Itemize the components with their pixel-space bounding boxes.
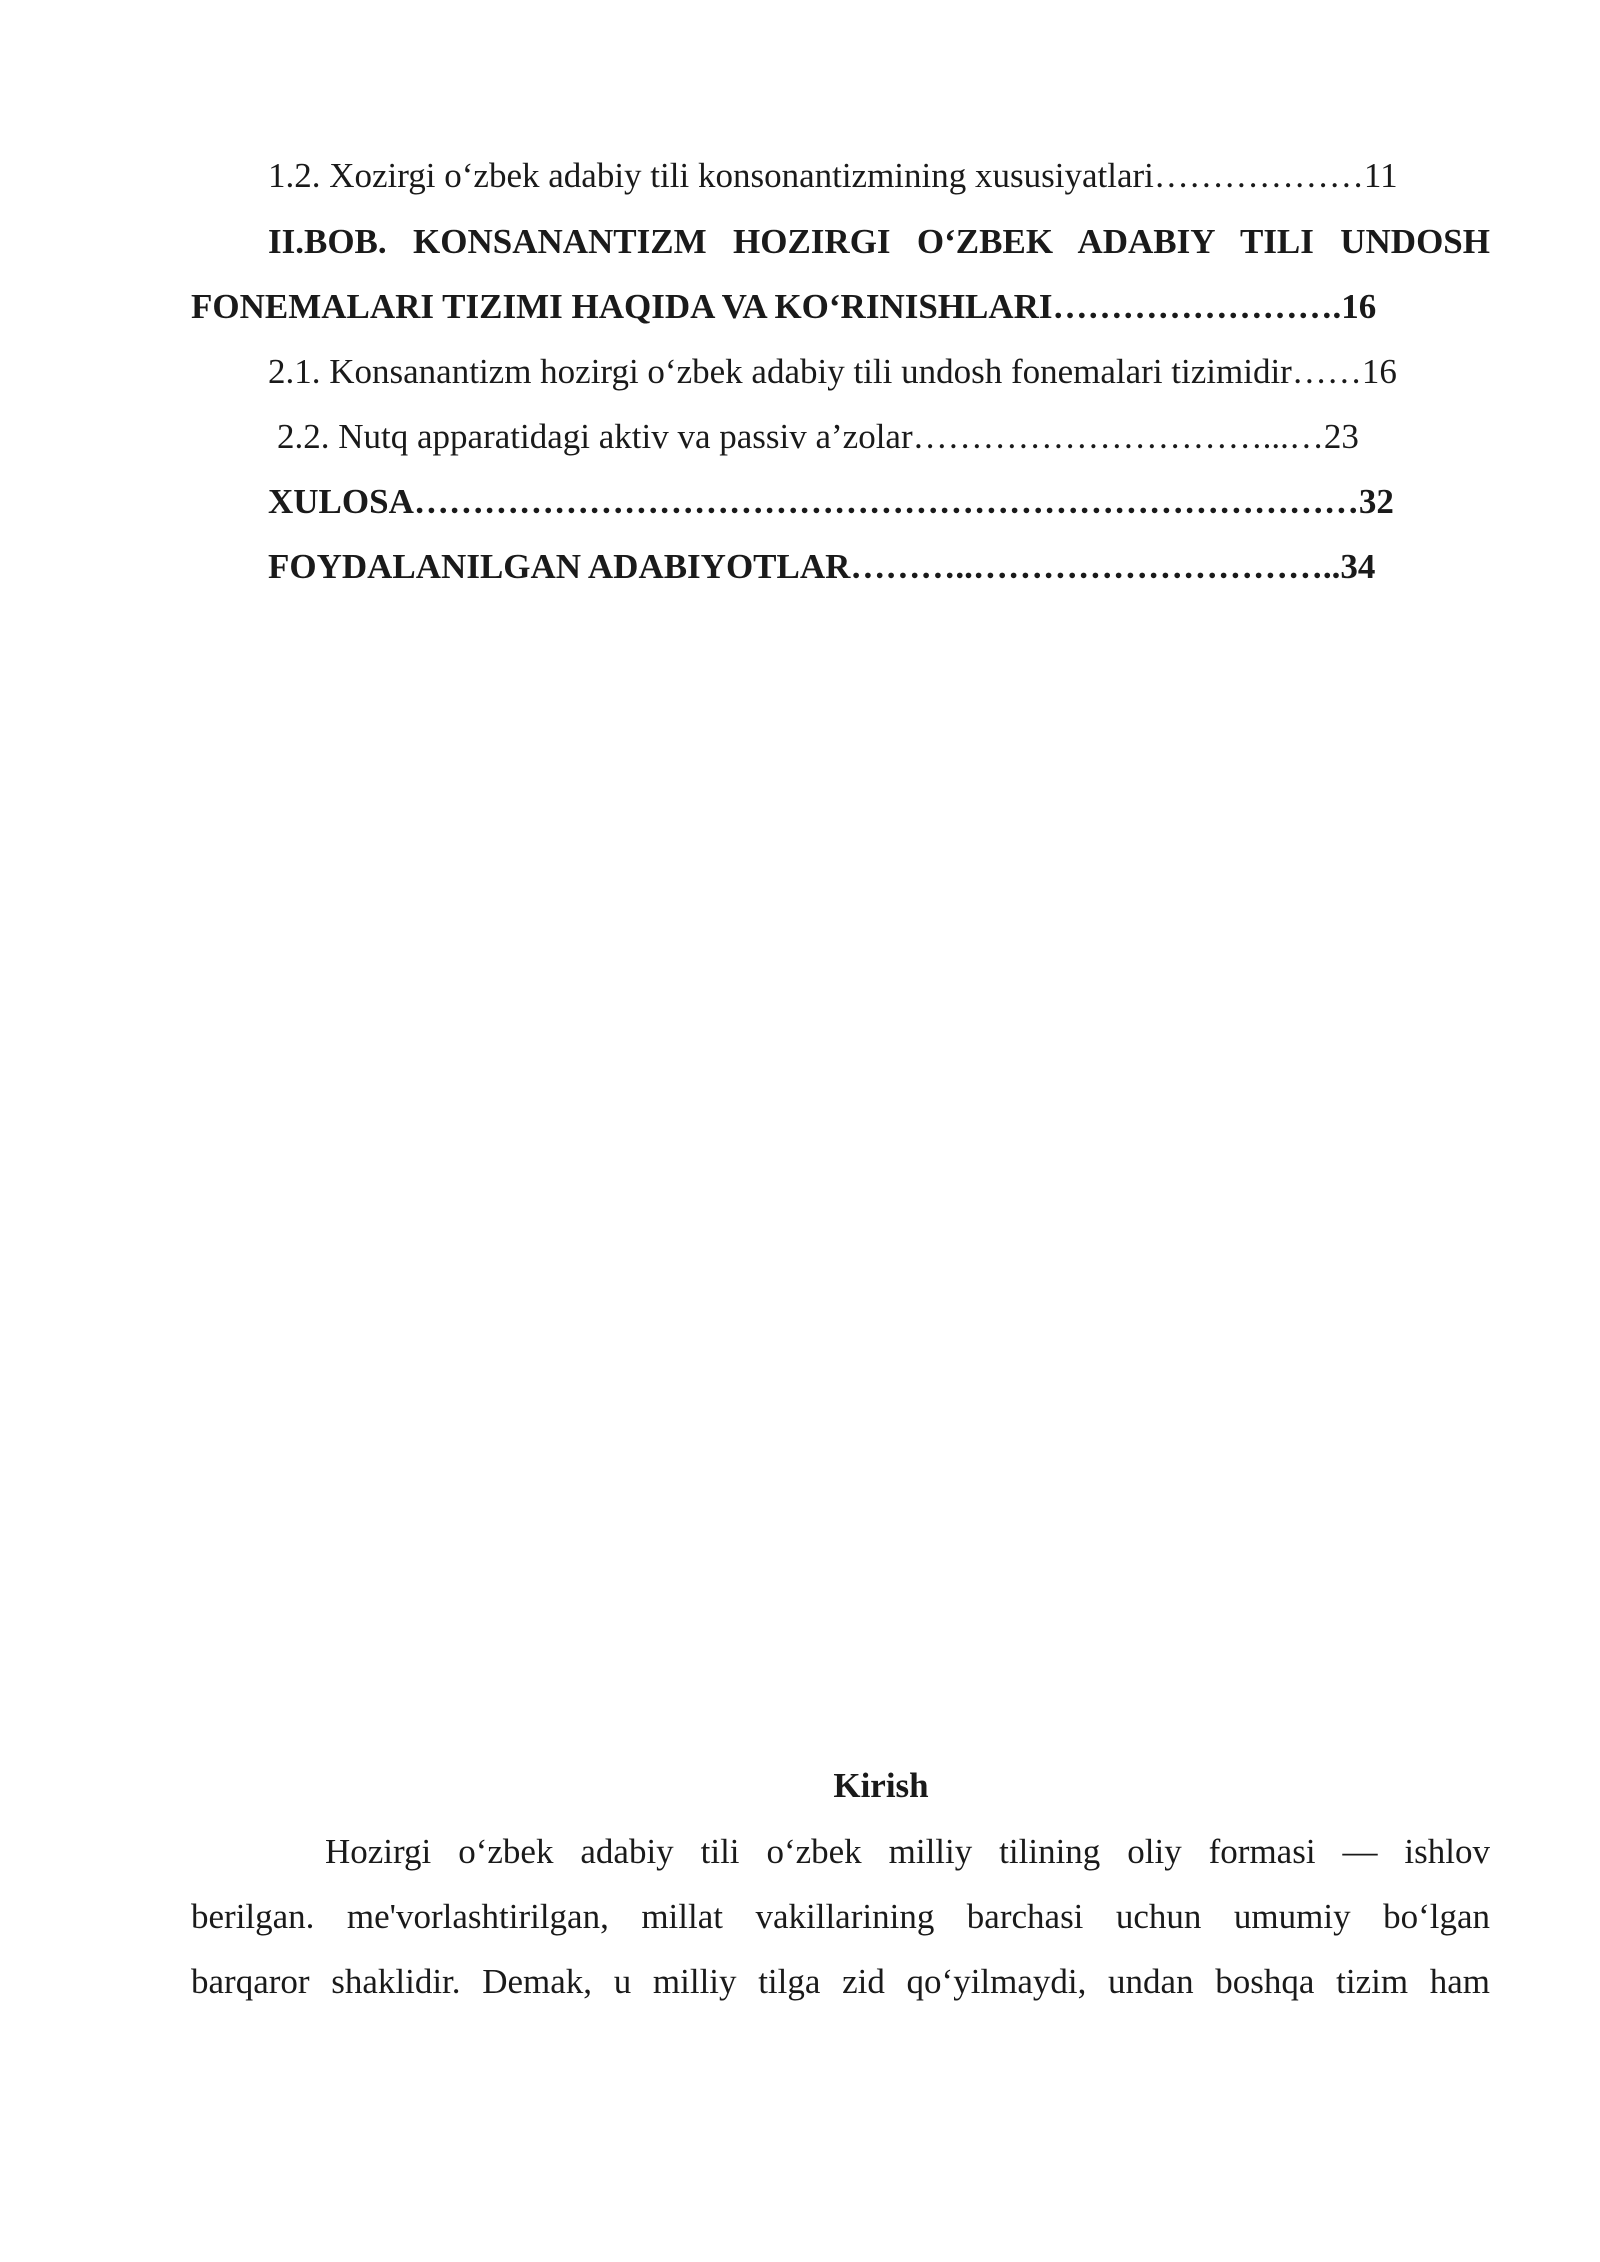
toc-chapter-2-title-line2: FONEMALARI TIZIMI HAQIDA VA KO‘RINISHLARI…………………….16 [191, 287, 1377, 326]
toc-chapter-2-title-line1: II.BOB. KONSANANTIZM HOZIRGI O‘ZBEK ADABIY TILI UNDOSH [268, 222, 1490, 261]
toc-item-2-2: 2.2. Nutq apparatidagi aktiv va passiv a’zolar…………………………...…23 [277, 417, 1359, 456]
toc-item-2-1: 2.1. Konsanantizm hozirgi o‘zbek adabiy tili undosh fonemalari tizimidir……16 [268, 352, 1397, 391]
intro-paragraph-line-1: Hozirgi o‘zbek adabiy tili o‘zbek milliy tilining oliy formasi — ishlov [325, 1832, 1490, 1871]
intro-paragraph-line-2: berilgan. me'vorlashtirilgan, millat vakillarining barchasi uchun umumiy bo‘lgan [191, 1897, 1490, 1936]
toc-item-1-2: 1.2. Xozirgi o‘zbek adabiy tili konsonantizmining xususiyatlari………………11 [268, 156, 1398, 195]
toc-references: FOYDALANILGAN ADABIYOTLAR………..…………………………..34 [268, 547, 1376, 586]
toc-conclusion: XULOSA………………………………………………………………………32 [268, 482, 1394, 521]
intro-heading: Kirish [833, 1766, 929, 1805]
intro-paragraph-line-3: barqaror shaklidir. Demak, u milliy tilga zid qo‘yilmaydi, undan boshqa tizim ham [191, 1962, 1490, 2001]
